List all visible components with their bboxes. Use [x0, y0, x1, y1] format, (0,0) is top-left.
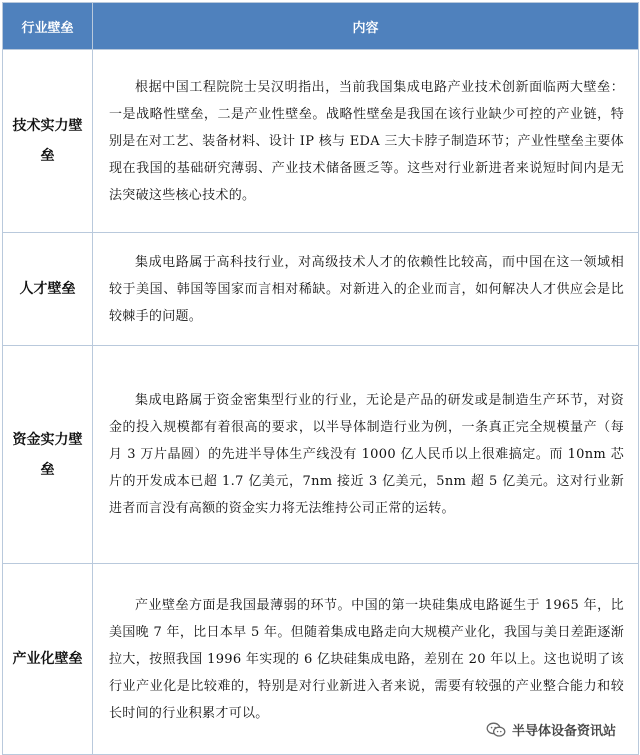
barrier-category: 人才壁垒 — [3, 233, 93, 346]
table-row — [3, 50, 639, 233]
barrier-category: 技术实力壁垒 — [3, 50, 93, 233]
industry-barriers-table — [2, 2, 639, 755]
table-header-row — [3, 3, 639, 50]
barrier-category: 产业化壁垒 — [3, 564, 93, 755]
barrier-category: 资金实力壁垒 — [3, 346, 93, 564]
barrier-content: 集成电路属于高科技行业，对高级技术人才的依赖性比较高，而中国在这一领域相较于美国、韩国等国家而言相对稀缺。对新进入的企业而言，如何解决人才供应会是比较棘手的问题。 — [93, 233, 639, 346]
table-row — [3, 233, 639, 346]
wechat-icon — [486, 722, 506, 738]
barrier-content: 集成电路属于资金密集型行业的行业，无论是产品的研发或是制造生产环节，对资金的投入规模都有着很高的要求，以半导体制造行业为例，一条真正完全规模量产（每月 3 万片晶圆）的先进半导体生产线没有 1000 亿人民币以上很难搞定。而 10nm 芯片的开发成本已超 1.7 亿美元，7nm 接近 3 亿美元，5nm 超 5 亿美元。这对行业新进者而言没有高额的资金实力将无法维持公司正常的运转。 — [93, 346, 639, 564]
barrier-content: 产业壁垒方面是我国最薄弱的环节。中国的第一块硅集成电路诞生于 1965 年，比美国晚 7 年，比日本早 5 年。但随着集成电路走向大规模产业化，我国与美日差距逐渐拉大，按照我国 1996 年实现的 6 亿块硅集成电路，差别在 20 年以上。这也说明了该行业产业化是比较难的，特别是对行业新进入者来说，需要有较强的产业整合能力和较长时间的行业积累才可以。 — [93, 564, 639, 755]
watermark-text: 半导体设备资讯站 — [511, 724, 616, 739]
source-watermark — [482, 718, 620, 741]
table-row — [3, 346, 639, 564]
header-barrier: 行业壁垒 — [3, 3, 93, 50]
header-content: 内容 — [93, 3, 639, 50]
barrier-content: 根据中国工程院院士吴汉明指出，当前我国集成电路产业技术创新面临两大壁垒：一是战略性壁垒，二是产业性壁垒。战略性壁垒是我国在该行业缺少可控的产业链，特别是在对工艺、装备材料、设计 IP 核与 EDA 三大卡脖子制造环节；产业性壁垒主要体现在我国的基础研究薄弱、产业技术储备匮乏等。这些对行业新进者来说短时间内是无法突破这些核心技术的。 — [93, 50, 639, 233]
